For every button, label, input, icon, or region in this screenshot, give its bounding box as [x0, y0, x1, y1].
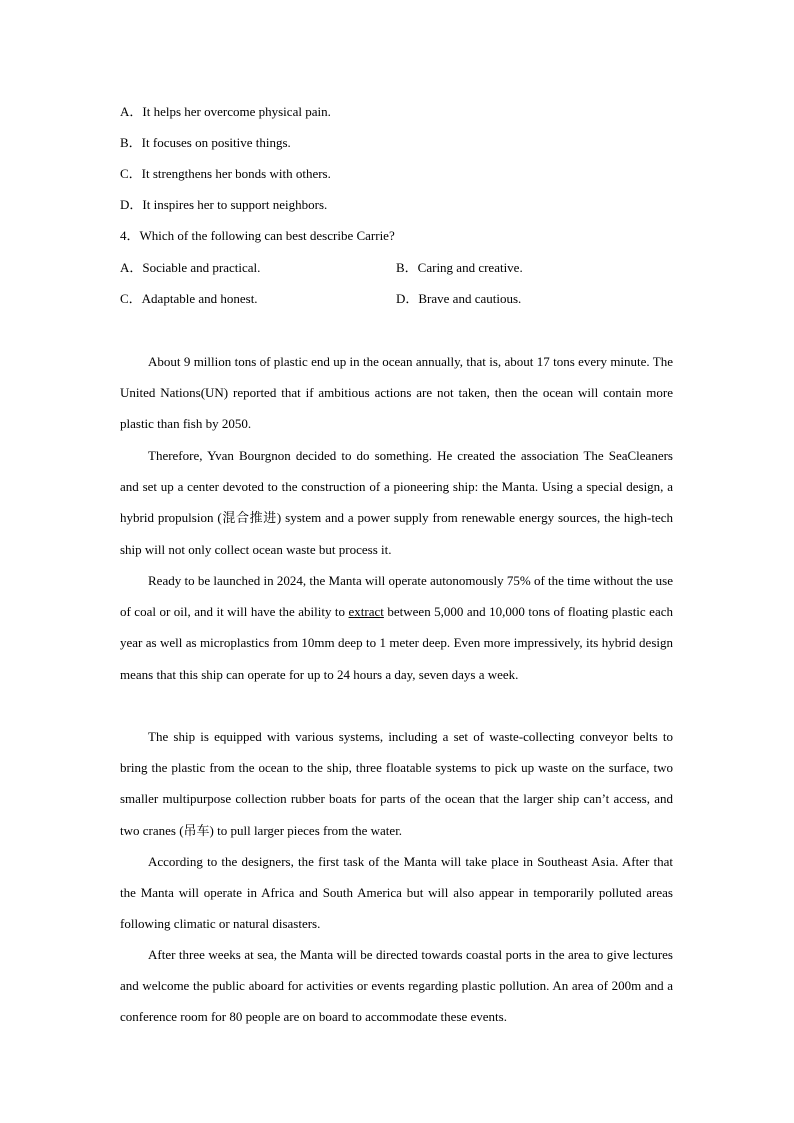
option-text: It strengthens her bonds with others.: [141, 166, 331, 181]
option-text: It inspires her to support neighbors.: [142, 197, 328, 212]
q3-option-d: [120, 197, 327, 213]
paragraph-text: between 5,000 and 10,000 tons of floating plastic each year as well as microplastics from 10mm deep to 1 meter deep. Even more impressively, its hybrid design means that this ship can operate for up to 24 hours a day, seven days a week.: [120, 604, 673, 682]
option-letter: D．: [396, 291, 419, 306]
passage-paragraph-2: Therefore, Yvan Bourgnon decided to do something. He created the association The SeaCleaners and set up a center devoted to the construction of a pioneering ship: the Manta. Using a special design, a hybrid propulsion (混合推进) system and a power supply from renewable energy sources, the high-tech ship will not only collect ocean waste but process it.: [120, 448, 673, 557]
option-letter: B．: [396, 260, 418, 275]
option-letter: A．: [120, 260, 143, 275]
q3-option-b: [120, 135, 291, 151]
question-text: Which of the following can best describe Carrie?: [139, 228, 395, 243]
option-text: Sociable and practical.: [142, 260, 261, 275]
q3-option-a: [120, 104, 331, 120]
q4-option-d: [396, 291, 521, 307]
option-letter: C．: [120, 166, 142, 181]
q3-option-c: [120, 166, 331, 182]
paragraph-text: Ready to be launched in 2024, the Manta will operate autonomously 75% of the time without the use of coal or oil, and it will have the ability to: [120, 573, 673, 620]
passage-paragraph-1: About 9 million tons of plastic end up in the ocean annually, that is, about 17 tons every minute. The United Nations(UN) reported that if ambitious actions are not taken, then the ocean will contain more plastic than fish by 2050.: [120, 354, 673, 432]
q4-stem: [120, 228, 395, 244]
option-text: Adaptable and honest.: [141, 291, 258, 306]
passage-paragraph-4: The ship is equipped with various systems, including a set of waste-collecting conveyor belts to bring the plastic from the ocean to the ship, three floatable systems to pick up waste on the surface, two smaller multipurpose collection rubber boats for parts of the ocean that the larger ship can’t access, and two cranes (吊车) to pull larger pieces from the water.: [120, 729, 673, 838]
q4-option-c: [120, 291, 258, 307]
passage-paragraph-6: After three weeks at sea, the Manta will be directed towards coastal ports in the area to give lectures and welcome the public aboard for activities or events regarding plastic pollution. An area of 200m and a conference room for 80 people are on board to accommodate these events.: [120, 947, 673, 1025]
underlined-word: extract: [348, 604, 384, 620]
option-text: It helps her overcome physical pain.: [142, 104, 331, 119]
option-text: Brave and cautious.: [418, 291, 522, 306]
option-letter: C．: [120, 291, 142, 306]
option-text: Caring and creative.: [417, 260, 523, 275]
option-letter: A．: [120, 104, 143, 119]
passage-paragraph-3: [120, 565, 673, 690]
passage-paragraph-5: According to the designers, the first task of the Manta will take place in Southeast Asia. After that the Manta will operate in Africa and South America but will also appear in temporarily polluted areas following climatic or natural disasters.: [120, 854, 673, 932]
option-letter: D．: [120, 197, 143, 212]
question-number: 4．: [120, 228, 140, 243]
option-text: It focuses on positive things.: [141, 135, 291, 150]
q4-option-a: [120, 260, 260, 276]
option-letter: B．: [120, 135, 142, 150]
q4-option-b: [396, 260, 523, 276]
